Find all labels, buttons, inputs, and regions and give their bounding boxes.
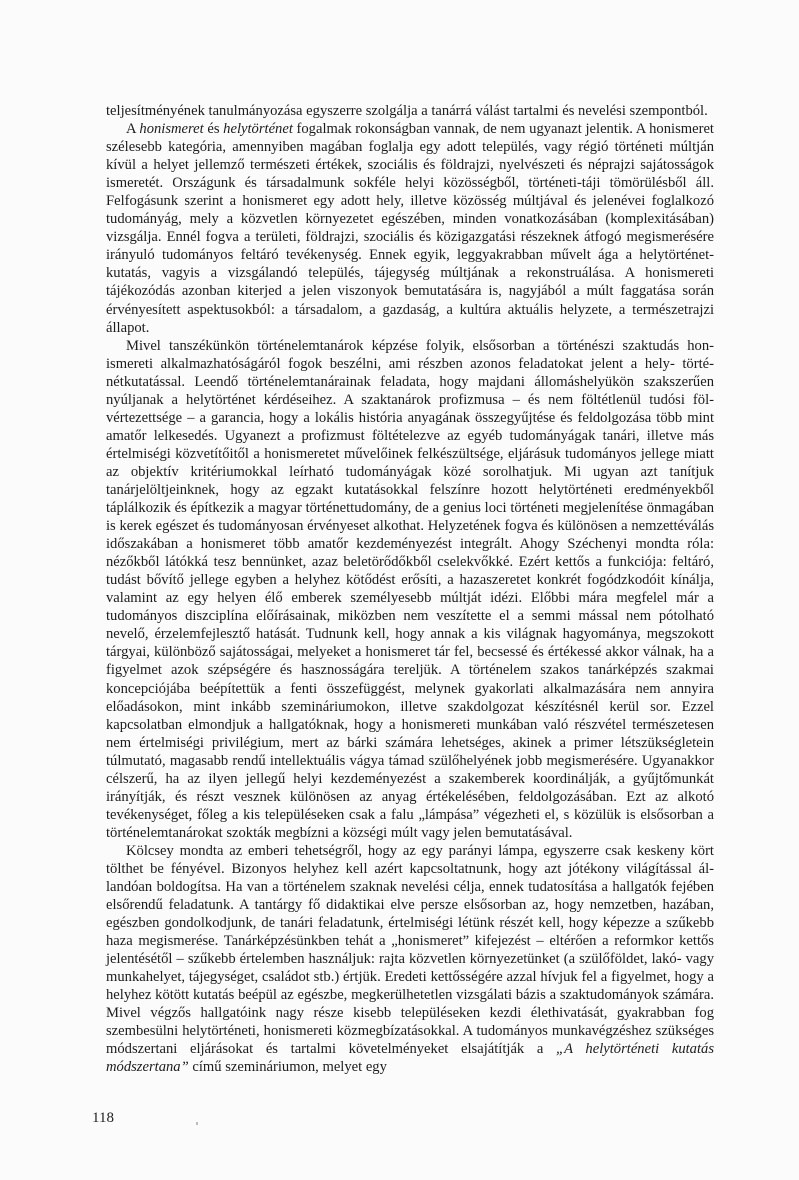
italic-run: helytörténet [223, 121, 293, 138]
italic-run: „A helytörténeti kutatás módszertana” [106, 1041, 714, 1076]
paragraph-1 [106, 102, 714, 120]
paragraph-2 [106, 120, 714, 337]
paragraph-3 [106, 337, 714, 842]
text-run: teljesítményének tanulmányozása egyszerre szolgálja a tanárrá válást tartalmi és nevelési szempontból. [106, 103, 708, 119]
text-run: Mivel tanszékünkön történelemtanárok képzése folyik, elsősorban a történészi szaktudás honismereti alkalmazhatóságáról fogok beszélni, ami részben azonos feladatokat jelent a hely- történétkutatással. Leendő történelemtanárainak feladata, hogy majdani állomáshelyükön szakszerűen nyúljanak a helytörténet kérdéseihez. A szaktanárok profizmusa – és nem föltétlenül tudósi fölvértezettsége – a garancia, hogy a lokális história anyagának összegyűjtése és feldolgozása több mint amatőr lelkesedés. Ugyanezt a profizmust föltételezve az egyéb tudományágak tanári, illetve más értelmiségi közvetítőitől a honismeretet művelőinek felkészültsége, eljárásuk tudományos jellege miatt az objektív kritériumokkal leírható tudományágak közé sorolhatjuk. Mi ugyan azt tanítjuk tanárjelöltjeinknek, hogy az egzakt kutatásokkal felszínre hozott helytörténeti eredményekből táplálkozik és építkezik a magyar történettudomány, de a genius loci történeti megjelenítése önmagában is kerek egészet és tudományosan érvényeset alkothat. Helyzetének fogva és különösen a nemzettéválás időszakában a honismeret több amatőr kezdeményezést integrált. Ahogy Széchenyi mondta róla: nézőkből látókká tesz bennünket, azaz beletörődőkből cselekvőkké. Ezért kettős a funkciója: feltáró, tudást bővítő jellege egyben a helyhez kötődést erősíti, a hazaszeretet konkrét fogódzkodóit kínálja, valamint az egy helyen élő emberek személyesebb múltját idézi. Előbbi mára megfelel már a tudományos diszciplína előírásainak, miközben nem veszítette el a semmi mással nem pótolható nevelő, érzelemfejlesztő hatását. Tudnunk kell, hogy annak a kis világnak hagyománya, megszokott tárgyai, különböző sajátosságai, melyeket a honismeret tár fel, becsessé és értékessé akkor válnak, ha a figyelmet azok szépségére és hasznosságára tereljük. A történelem szakos tanárképzés szakmai koncepciójába beépítettük a fenti összefüggést, melynek gyakorlati alkalmazására nem annyira előadásokon, mint inkább szemináriumokon, illetve szakdolgozat készítésnél kerül sor. Ezzel kapcsolatban elmondjuk a hallgatóknak, hogy a honismereti munkában való részvétel természetesen nem értelmiségi privilégium, mert az bárki számára lehetséges, akinek a primer létszükségletein túlmutató, magasabb rendű intellektuális vágya támad szülőhelyének jobb megismerésére. Ugyanakkor célszerű, ha az ilyen jellegű helyi kezdeményezést a szakemberek koordinálják, a gyűjtőmunkát irányítják, és részt vesznek különösen az anyag értékelésében, feldolgozásában. Ezt az alkotó tevékenységet, főleg a kis településeken csak a falu „lámpása” végezheti el, s közülük is elsősorban a történelemtanárokat szokták megbízni a községi múlt vagy jelen bemutatásával. [106, 337, 714, 841]
page-number: 118 [92, 1110, 114, 1126]
text-run: Kölcsey mondta az emberi tehetségről, hogy az egy parányi lámpa, egyszerre csak keskeny kört tölthet be fényével. Bizonyos helyhez kell azért kapcsoltatnunk, hogy azt jótékony világítással állandóan boldogítsa. Ha van a történelem szaknak nevelési célja, ennek tudatosítása a hallgatók fejében elsőrendű feladatunk. A tantárgy fő didaktikai elve persze elsősorban az, hogy nemzetben, hazában, egészben gondolkodjunk, de tanári feladatunk, értelmiségi létünk részét kell, hogy képezze a szűkebb haza megismerése. Tanárképzésünkben tehát a „honismeret” kifejezést – eltérően a reformkor kettős jelentésétől – szűkebb értelemben használjuk: rajta közvetlen környezetünket (a szülőföldet, lakó- vagy munkahelyet, tájegységet, családot stb.) értjük. Eredeti kettősségére azzal hívjuk fel a figyelmet, hogy a helyhez kötött kutatás beépül az egészbe, megkerülhetetlen vizsgálati bázis a szaktudományok számára. Mivel végzős hallgatóink nagy része kisebb településeken kezdi élethivatását, gyakrabban fog szembesülni helytörténeti, honismereti közmegbízatásokkal. A tudományos munkavégzéshez szükséges módszertani eljárásokat és tartalmi követelményeket elsajátítják a [106, 842, 714, 1058]
text-run: és [203, 121, 224, 138]
body-text [106, 102, 714, 1077]
text-run: fogalmak rokonságban vannak, de nem ugyanazt jelentik. A honismeret szélesebb kategória, amennyiben magában foglalja egy adott település, vagy régió történeti múltján kívül a helyet jellemző természeti értékek, szociális és földrajzi, nyelvészeti és néprajzi sajátosságok ismeretét. Országunk és társadalmunk sokféle helyi közösségből, történeti-táji tömörülésből áll. Felfogásunk szerint a honismeret egy adott hely, illetve közösség múltjával és jelenévei foglalkozó tudományág, mely a közvetlen környezetet egészében, minden vonatkozásában (komplexitásában) vizsgálja. Ennél fogva a területi, földrajzi, szociális és közigazgatási részeknek átfogó megismerésére irányuló tudományos feltáró tevékenység. Ennek egyik, leggyakrabban művelt ága a helytörténet-kutatás, vagyis a vizsgálandó település, tájegység múltjának a rekonstruálása. A honismereti tájékozódás azonban kiterjed a jelen viszonyok bemutatására is, nagyjából a múlt faggatása során érvényesített aspektusokból: a társadalom, a gazdaság, a kultúra aktuális helyzete, a természetrajzi állapot. [106, 121, 714, 336]
scan-speck [196, 1122, 198, 1125]
text-run: A [126, 121, 140, 138]
paragraph-4 [106, 842, 714, 1077]
text-run: című szemináriumon, melyet egy [188, 1059, 387, 1076]
italic-run: honismeret [139, 121, 204, 138]
